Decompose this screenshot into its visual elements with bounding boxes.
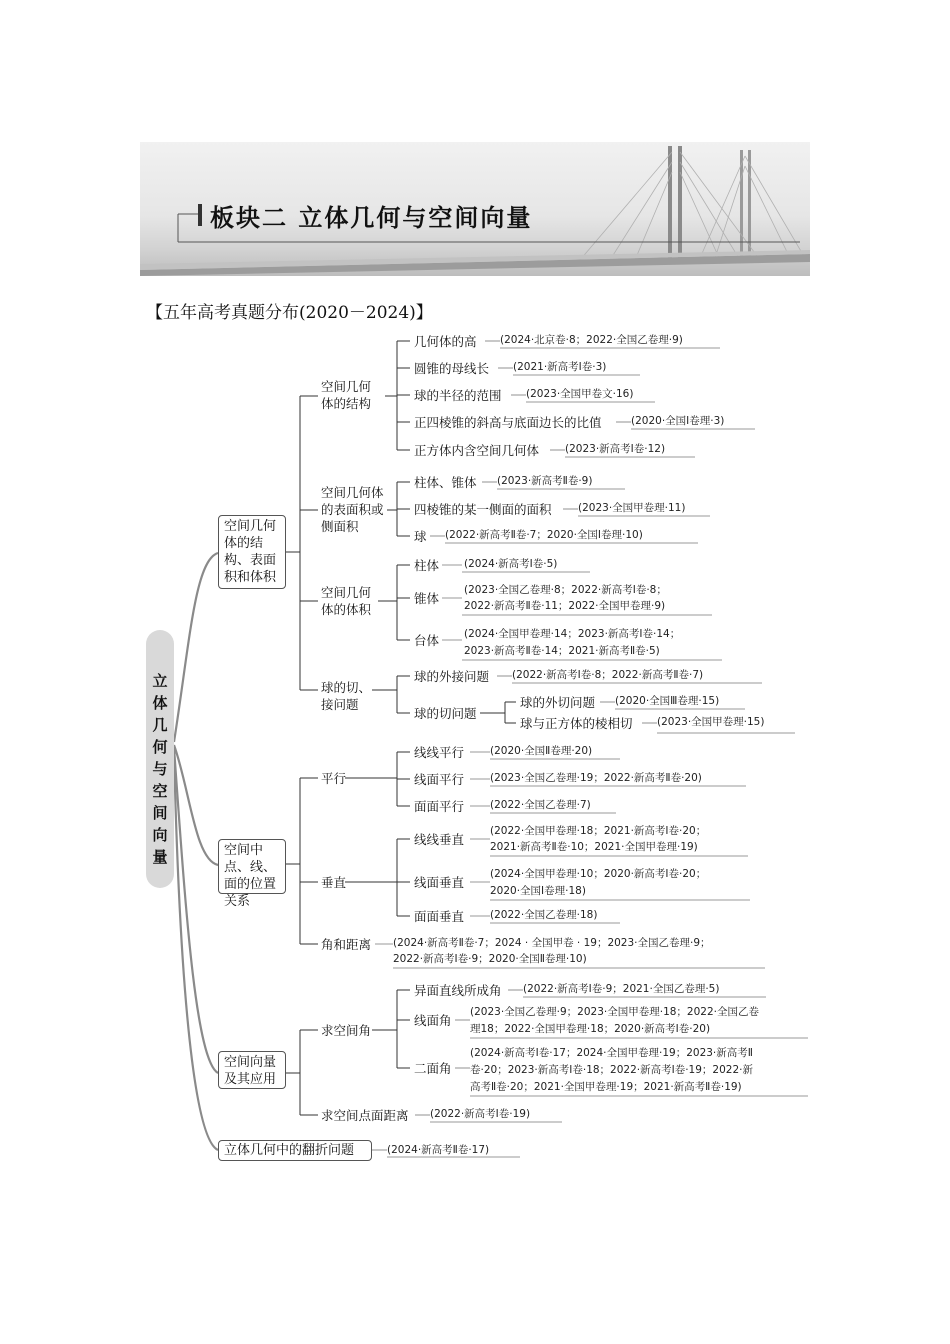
leaf-outer-tangent: 球的外切问题 (520, 695, 596, 710)
leaf-circumscribed: 球的外接问题 (414, 669, 490, 684)
leaf-cone: 锥体 (414, 591, 440, 606)
leaf-prism-cone: 柱体、锥体 (414, 475, 477, 490)
sub-angle-distance: 角和距离 (321, 937, 372, 952)
leaf-line-plane-angle: 线面角 (414, 1013, 452, 1028)
root-label: 立体几何与空间向量 (152, 672, 168, 866)
ref-line-line-parallel: (2020·全国Ⅱ卷理·20) (490, 745, 593, 757)
leaf-cube-inner: 正方体内含空间几何体 (414, 443, 540, 458)
leaf-frustum: 台体 (414, 633, 440, 648)
sub-sphere-tangent: 球的切、接问题 (321, 680, 372, 712)
group-position-relation: 空间中点、线、面的位置关系 (218, 839, 286, 894)
group-folding-problem: 立体几何中的翻折问题 (218, 1140, 372, 1161)
leaf-line-plane-perp: 线面垂直 (414, 875, 465, 890)
leaf-plane-plane-perp: 面面垂直 (414, 909, 465, 924)
ref-line-plane-angle-1: (2023·全国乙卷理·9；2023·全国甲卷理·18；2022·全国乙卷 (470, 1006, 759, 1018)
ref-sphere: (2022·新高考Ⅱ卷·7；2020·全国Ⅰ卷理·10) (445, 529, 643, 541)
group-space-vector: 空间向量及其应用 (218, 1051, 286, 1089)
ref-frustum-2: 2023·新高考Ⅱ卷·14；2021·新高考Ⅱ卷·5) (464, 645, 660, 657)
ref-dihedral-angle-3: 高考Ⅱ卷·20；2021·全国甲卷理·19；2021·新高考Ⅱ卷·19) (470, 1081, 742, 1093)
leaf-dihedral-angle: 二面角 (414, 1061, 452, 1076)
ref-sphere-radius: (2023·全国甲卷文·16) (526, 388, 634, 400)
ref-plane-plane-parallel: (2022·全国乙卷理·7) (490, 799, 591, 811)
sub-space-angle: 求空间角 (321, 1023, 372, 1038)
ref-cone-2: 2022·新高考Ⅱ卷·11；2022·全国甲卷理·9) (464, 600, 666, 612)
ref-skew-angle: (2022·新高考Ⅰ卷·9；2021·全国乙卷理·5) (523, 983, 720, 995)
ref-height: (2024·北京卷·8；2022·全国乙卷理·9) (500, 334, 683, 346)
sub-perpendicular: 垂直 (321, 875, 347, 890)
ref-cone-slant: (2021·新高考Ⅰ卷·3) (513, 361, 607, 373)
sub-parallel: 平行 (321, 771, 347, 786)
sub-surface-area: 空间几何体的表面积或侧面积 (321, 485, 384, 534)
leaf-line-plane-parallel: 线面平行 (414, 772, 465, 787)
ref-line-line-perp-1: (2022·全国甲卷理·18；2021·新高考Ⅰ卷·20； (490, 825, 707, 837)
ref-line-plane-perp-2: 2020·全国Ⅰ卷理·18) (490, 885, 586, 897)
leaf-tangent: 球的切问题 (414, 706, 477, 721)
leaf-cone-slant: 圆锥的母线长 (414, 361, 490, 376)
ref-line-plane-perp-1: (2024·全国甲卷理·10；2020·新高考Ⅰ卷·20； (490, 868, 707, 880)
section-heading: 【五年高考真题分布(2020－2024)】 (146, 303, 433, 323)
root-node (146, 630, 174, 888)
leaf-pyramid-ratio: 正四棱锥的斜高与底面边长的比值 (414, 415, 602, 430)
ref-prism-cone: (2023·新高考Ⅱ卷·9) (497, 475, 593, 487)
ref-angle-distance-2: 2022·新高考Ⅰ卷·9；2020·全国Ⅱ卷理·10) (393, 953, 587, 965)
ref-angle-distance-1: (2024·新高考Ⅱ卷·7；2024 · 全国甲卷 · 19；2023·全国乙卷理·9； (393, 937, 711, 949)
ref-line-line-perp-2: 2021·新高考Ⅱ卷·10；2021·全国甲卷理·19) (490, 841, 698, 853)
sub-point-plane-distance: 求空间点面距离 (321, 1108, 409, 1123)
banner-title: 板块二 立体几何与空间向量 (210, 203, 533, 232)
ref-outer-tangent: (2020·全国Ⅲ卷理·15) (615, 695, 720, 707)
group-geometry-structure: 空间几何体的结构、表面积和体积 (218, 515, 286, 589)
ref-cone-1: (2023·全国乙卷理·8；2022·新高考Ⅰ卷·8； (464, 584, 667, 596)
leaf-pyramid-face: 四棱锥的某一侧面的面积 (414, 502, 552, 517)
leaf-line-line-perp: 线线垂直 (414, 832, 465, 847)
ref-circumscribed: (2022·新高考Ⅰ卷·8；2022·新高考Ⅱ卷·7) (512, 669, 704, 681)
leaf-sphere: 球 (414, 529, 427, 544)
ref-cube-inner: (2023·新高考Ⅰ卷·12) (565, 443, 666, 455)
ref-prism: (2024·新高考Ⅰ卷·5) (464, 558, 558, 570)
ref-dihedral-angle-2: 卷·20；2023·新高考Ⅰ卷·18；2022·新高考Ⅰ卷·19；2022·新 (470, 1064, 753, 1076)
ref-pyramid-ratio: (2020·全国Ⅰ卷理·3) (631, 415, 725, 427)
sub-structure: 空间几何体的结构 (321, 379, 372, 411)
ref-point-plane-distance: (2022·新高考Ⅰ卷·19) (430, 1108, 531, 1120)
leaf-skew-angle: 异面直线所成角 (414, 983, 502, 998)
ref-dihedral-angle-1: (2024·新高考Ⅰ卷·17；2024·全国甲卷理·19；2023·新高考Ⅱ (470, 1047, 753, 1059)
ref-frustum-1: (2024·全国甲卷理·14；2023·新高考Ⅰ卷·14； (464, 628, 681, 640)
ref-line-plane-parallel: (2023·全国乙卷理·19；2022·新高考Ⅱ卷·20) (490, 772, 702, 784)
leaf-prism: 柱体 (414, 558, 440, 573)
ref-edge-tangent: (2023·全国甲卷理·15) (657, 716, 765, 728)
leaf-edge-tangent: 球与正方体的棱相切 (520, 716, 633, 731)
ref-folding: (2024·新高考Ⅱ卷·17) (387, 1144, 490, 1156)
ref-pyramid-face: (2023·全国甲卷理·11) (578, 502, 686, 514)
sub-volume: 空间几何体的体积 (321, 585, 372, 617)
leaf-plane-plane-parallel: 面面平行 (414, 799, 465, 814)
leaf-sphere-radius: 球的半径的范围 (414, 388, 502, 403)
leaf-line-line-parallel: 线线平行 (414, 745, 465, 760)
leaf-height: 几何体的高 (414, 334, 477, 349)
ref-line-plane-angle-2: 理18；2022·全国甲卷理·18；2020·新高考Ⅰ卷·20) (470, 1023, 711, 1035)
ref-plane-plane-perp: (2022·全国乙卷理·18) (490, 909, 598, 921)
